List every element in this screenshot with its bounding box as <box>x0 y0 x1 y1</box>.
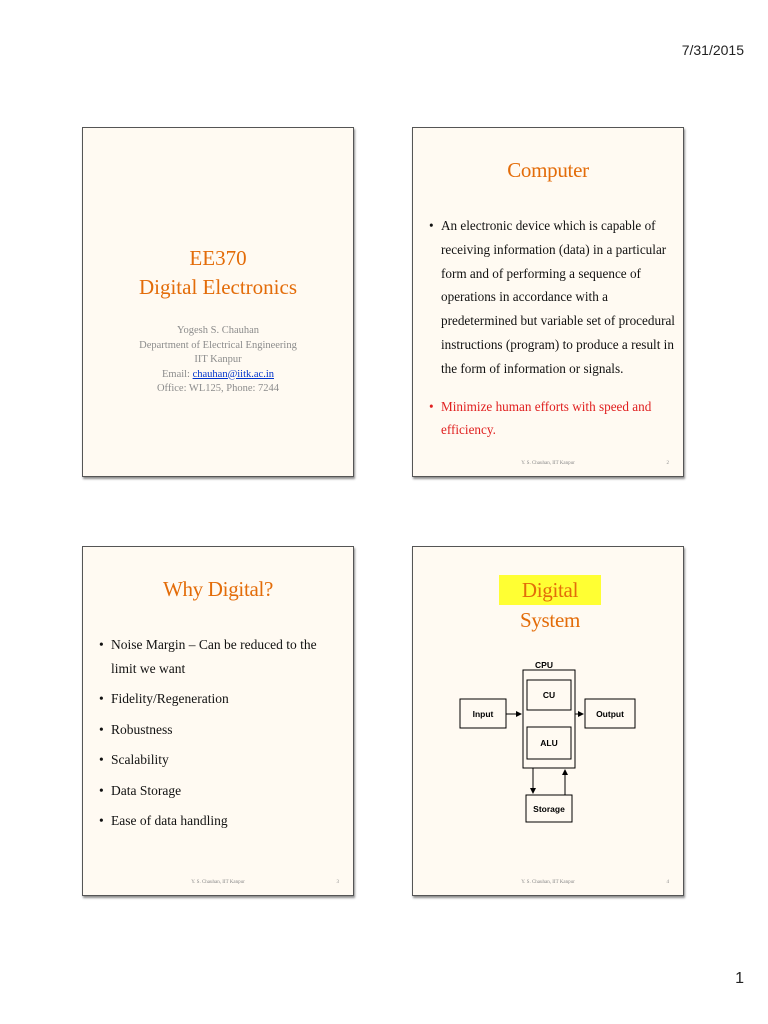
slide-why-digital <box>82 546 354 896</box>
author-name: Yogesh S. Chauhan <box>176 325 260 336</box>
slide-4-title: Digital System <box>499 575 601 605</box>
bullet-item: • Scalability <box>99 748 345 772</box>
output-label: Output <box>596 709 624 719</box>
department: Department of Electrical Engineering <box>139 339 297 351</box>
author-info <box>83 324 353 397</box>
input-label: Input <box>472 709 494 719</box>
slide-number: 2 <box>666 461 669 466</box>
bullet-item-highlight: • Minimize human efforts with speed and efficiency. <box>429 395 675 443</box>
slide-1-title <box>83 244 353 302</box>
bullet-item: • Fidelity/Regeneration <box>99 687 345 711</box>
bullet-item: • Robustness <box>99 718 345 742</box>
slide-3-title: Why Digital? <box>162 577 274 601</box>
institute: IIT Kanpur <box>194 354 242 365</box>
page-number: 1 <box>735 970 744 987</box>
slide-digital-system <box>412 546 684 896</box>
storage-label: Storage <box>533 804 565 814</box>
bullet-item: • Noise Margin – Can be reduced to the limit we want <box>99 633 345 680</box>
bullet-item: • Data Storage <box>99 779 345 803</box>
slide-2-bullets <box>429 214 675 442</box>
slide-number: 4 <box>666 880 669 885</box>
bullet-item: • An electronic device which is capable of receiving information (data) in a particular form and of performing a sequence of operations in accordance with a predetermined but variable set of procedural instructions (program) to produce a result in the form of information or signals. <box>429 214 675 381</box>
digital-system-diagram <box>413 547 685 847</box>
slide-footer: Y. S. Chauhan, IIT Kanpur <box>521 880 575 885</box>
slide-footer: Y. S. Chauhan, IIT Kanpur <box>191 880 245 885</box>
slide-2-title: Computer <box>507 158 589 182</box>
email-link[interactable]: chauhan@iitk.ac.in <box>192 368 274 380</box>
slide-number: 3 <box>336 880 339 885</box>
office-info: Office: WL125, Phone: 7244 <box>156 383 280 394</box>
bullet-item: • Ease of data handling <box>99 809 345 833</box>
slide-3-bullets <box>99 633 345 840</box>
email-label: Email: <box>161 368 193 380</box>
course-name: Digital Electronics <box>138 275 298 299</box>
alu-label: ALU <box>540 738 558 748</box>
email-line <box>83 368 353 383</box>
course-code: EE370 <box>189 246 247 270</box>
slide-computer <box>412 127 684 477</box>
page-date: 7/31/2015 <box>681 42 744 58</box>
slide-title-page <box>82 127 354 477</box>
cu-label: CU <box>542 690 556 700</box>
slide-footer: Y. S. Chauhan, IIT Kanpur <box>521 461 575 466</box>
cpu-label: CPU <box>535 660 553 670</box>
